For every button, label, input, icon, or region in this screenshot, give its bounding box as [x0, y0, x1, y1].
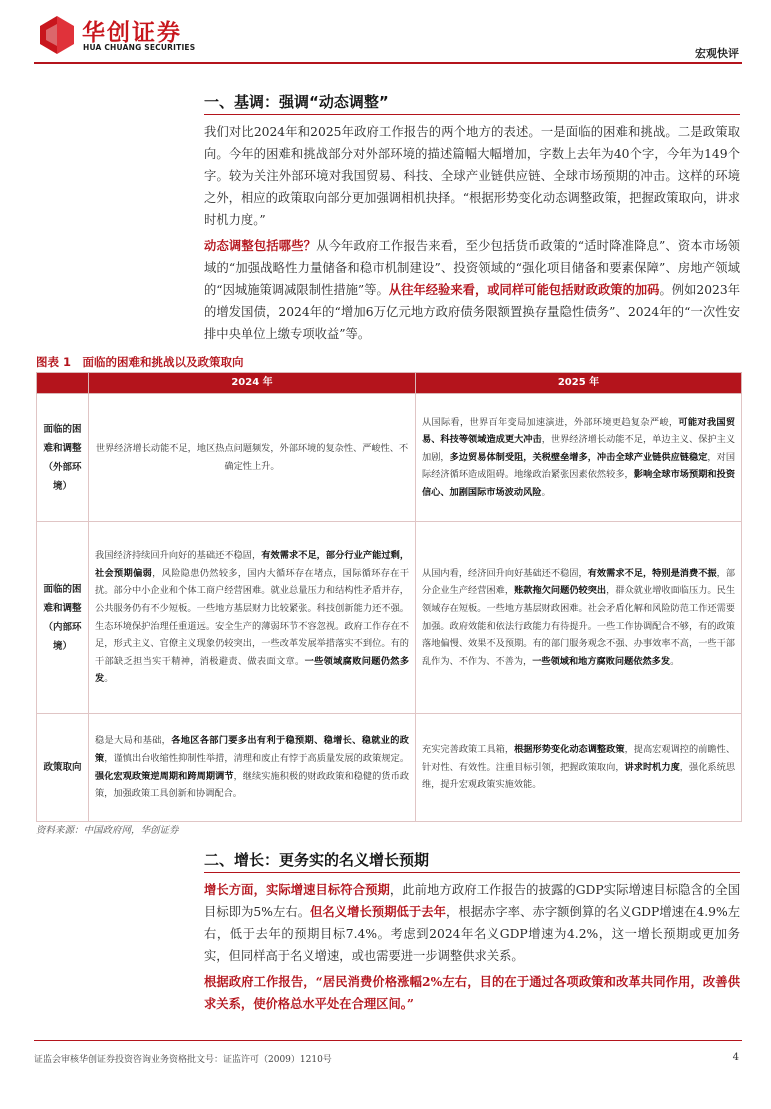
bold-text: 账款拖欠问题仍较突出	[514, 585, 607, 597]
table-cell-2024	[89, 522, 416, 714]
text: 。例如2023年的增发国债，2024年的“增加6万亿元地方政府债务限额置换存量隐性债务”、2024年的“一次性安排中央单位上缴专项收益”等。	[204, 283, 740, 341]
bold-text: 一些领域腐败问题仍然多发	[95, 655, 410, 685]
bold-text: 强化宏观政策逆周期和跨周期调节	[95, 770, 234, 782]
text: ，群众就业增收面临压力。民生领域存在短板。一些地方基层财政困难。社会矛盾化解和风险防范工作还需要加强。政府效能和依法行政能力有待提升。一些工作协调配合不够，有的政策落地偏慢、效果不及预期。有的部门服务观念不强、办事效率不高，一些干部乱作为、不作为、不善为，	[422, 585, 736, 667]
row-label: 面临的困难和调整（内部环境）	[37, 522, 89, 714]
company-logo	[40, 14, 220, 60]
header-cell-2025: 2025 年	[416, 373, 742, 394]
text: ，此前地方政府工作报告的披露的GDP实际增速目标隐含的全国目标即为5%左右。	[204, 883, 740, 919]
page-number: 4	[732, 1052, 739, 1063]
section1-rule	[204, 114, 740, 115]
row-label: 面临的困难和调整（外部环境）	[37, 394, 89, 522]
text: ，继续实施积极的财政政策和稳健的货币政策，加强政策工具创新和协调配合。	[95, 770, 410, 800]
table-cell-2025	[416, 714, 742, 822]
text: ，提高宏观调控的前瞻性、针对性、有效性。注重目标引领，把握政策取向，	[422, 744, 736, 773]
text: 。	[104, 673, 114, 685]
text: ，谨慎出台收缩性抑制性举措，清理和废止有悖于高质量发展的政策规定。	[104, 752, 410, 764]
table-row	[37, 394, 742, 522]
bold-text: 动态调整包括哪些？	[204, 238, 317, 253]
bold-text: 根据政府工作报告，“居民消费价格涨幅2%左右，目的在于通过各项政策和改革共同作用，改善供求关系，使价格总水平处在合理区间。”	[204, 974, 740, 1011]
bold-text: 一些领域和地方腐败问题依然多发	[532, 655, 671, 667]
report-type: 宏观快评	[695, 47, 739, 60]
bold-text: 影响全球市场预期和投资信心、加剧国际市场波动风险	[422, 469, 736, 498]
bold-text: 但名义增长预期低于去年	[310, 904, 446, 919]
table-cell-2025	[416, 394, 742, 522]
text: ，风险隐患仍然较多，国内大循环存在堵点，国际循环存在干扰。部分中小企业和个体工商户经营困难。就业总量压力和结构性矛盾并存，公共服务仍有不少短板。一些地方基层财力比较紧张。科技创新能力还不强。生态环境保护治理任重道远。安全生产的薄弱环节不容忽视。政府工作存在不足，形式主义、官僚主义现象仍较突出，一些改革发展举措落实不到位。有的干部缺乏担当实干精神，消极避责、做表面文章。	[95, 567, 410, 667]
footer-license: 证监会审核华创证券投资咨询业务资格批文号：证监许可（2009）1210号	[34, 1055, 332, 1065]
header-rule	[34, 62, 742, 64]
text: 。	[670, 655, 680, 667]
table-header-row	[37, 373, 742, 394]
text: ，世界经济增长动能不足，单边主义、保护主义加剧，	[422, 434, 736, 463]
bold-text: 讲求时机力度	[624, 761, 680, 773]
table-row	[37, 522, 742, 714]
figure-source: 资料来源：中国政府网，华创证券	[36, 825, 179, 836]
section2-rule	[204, 872, 740, 873]
text: 稳是大局和基础，	[95, 735, 172, 747]
bold-text: 根据形势变化动态调整政策	[514, 744, 625, 756]
text: ，根据赤字率、赤字额倒算的名义GDP增速在4.9%左右，低于去年的预期目标7.4%。考虑到2024年名义GDP增速为4.2%，这一增长预期或更加务实，但同样高于名义增速，或也需要进一步调整供求关系。	[204, 905, 740, 963]
text: ，部分企业生产经营困难，	[422, 567, 736, 597]
section1-title: 一、基调：强调“动态调整”	[204, 93, 389, 111]
section1-paragraph-2	[204, 235, 740, 345]
text: 从今年政府工作报告来看，至少包括货币政策的“适时降准降息”、资本市场领域的“加强战略性力量储备和稳市机制建设”、投资领域的“强化项目储备和要素保障”、房地产领域的“因城施策调减限制性措施”等。	[204, 239, 740, 297]
text: 我国经济持续回升向好的基础还不稳固，	[95, 550, 262, 562]
footer-rule	[34, 1040, 742, 1041]
page-header	[0, 0, 771, 78]
section2-title: 二、增长：更务实的名义增长预期	[204, 851, 430, 869]
figure-title: 图表 1 面临的困难和挑战以及政策取向	[36, 355, 244, 369]
text: ，强化系统思维，提升宏观政策实施效能。	[422, 761, 736, 791]
header-cell-2024: 2024 年	[89, 373, 416, 394]
text: 从国内看，经济回升向好基础还不稳固，	[422, 567, 588, 579]
section2-paragraph-2	[204, 971, 740, 1015]
bold-text: 多边贸易体制受阻，关税壁垒增多，冲击全球产业链供应链稳定	[449, 451, 708, 463]
bold-text: 有效需求不足，部分行业产能过剩，社会预期偏弱	[95, 550, 410, 579]
section1-paragraph-1: 我们对比2024年和2025年政府工作报告的两个地方的表述。一是面临的困难和挑战。二是政策取向。今年的困难和挑战部分对外部环境的描述篇幅大幅增加，字数上去年为40个字，今年为149个字。较为关注外部环境对我国贸易、科技、全球产业链供应链、全球市场预期的冲击。这样的环境之外，相应的政策取向部分更加强调相机抉择。“根据形势变化动态调整政策，把握政策取向，讲求时机力度。”	[204, 125, 740, 227]
header-cell-empty	[37, 373, 89, 394]
text: 。	[541, 486, 551, 498]
row-label: 政策取向	[37, 714, 89, 822]
bold-text: 有效需求不足，特别是消费不振	[587, 567, 717, 579]
table-cell-2025	[416, 522, 742, 714]
bold-text: 从往年经验来看，或同样可能包括财政政策的加码	[388, 282, 660, 297]
policy-comparison-table	[36, 372, 742, 822]
text: 从国际看，世界百年变局加速演进，外部环境更趋复杂严峻，	[422, 416, 679, 428]
bold-text: 增长方面，实际增速目标符合预期	[204, 882, 390, 897]
section2-paragraph-1	[204, 879, 740, 967]
text: ，对国际经济循环造成阻碍。地缘政治紧张因素依然较多，	[422, 451, 736, 481]
logo-subtext: HUA CHUANG SECURITIES	[83, 43, 196, 52]
logo-text: 华创证券	[82, 20, 182, 46]
text: 充实完善政策工具箱，	[422, 744, 515, 756]
bold-text: 各地区各部门要多出有利于稳预期、稳增长、稳就业的政策	[95, 735, 409, 764]
bold-text: 可能对我国贸易、科技等领域造成更大冲击	[422, 416, 736, 446]
logo-icon	[40, 16, 74, 54]
table-cell-2024: 世界经济增长动能不足，地区热点问题频发，外部环境的复杂性、严峻性、不确定性上升。	[89, 394, 416, 522]
table-cell-2024	[89, 714, 416, 822]
table-row	[37, 714, 742, 822]
